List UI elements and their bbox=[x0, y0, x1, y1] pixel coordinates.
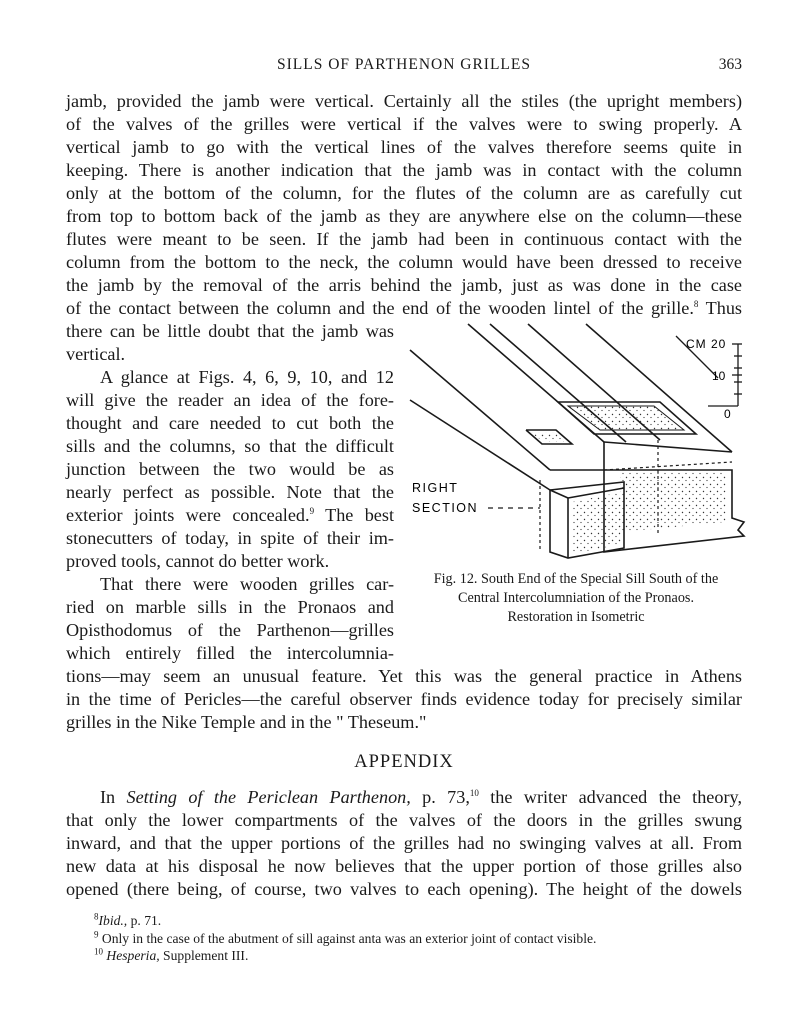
body-line-text: exterior joints were concealed. bbox=[66, 505, 310, 525]
body-line: A glance at Figs. 4, 6, 9, 10, and 12 bbox=[100, 367, 394, 387]
body-line bbox=[66, 786, 742, 809]
footnote-number: 8 bbox=[94, 911, 99, 922]
footnote-ref: 8 bbox=[693, 298, 699, 309]
body-line: proved tools, cannot do better work. bbox=[66, 551, 330, 571]
body-line: of the valves of the grilles were vertical if the valves were to swing properly. A bbox=[66, 114, 742, 134]
figure-caption-line: Restoration in Isometric bbox=[507, 609, 645, 625]
footnote-italic: Hesperia, bbox=[106, 948, 160, 963]
body-line: vertical jamb to go with the vertical lines of the valves therefore seems quite in bbox=[66, 137, 742, 157]
footnote-number: 9 bbox=[94, 929, 99, 940]
body-line: from top to bottom back of the jamb as they are anywhere else on the column—these bbox=[66, 206, 742, 226]
body-line: in the time of Pericles—the careful observer finds evidence today for precisely similar bbox=[66, 689, 742, 709]
body-line: ried on marble sills in the Pronaos and bbox=[66, 597, 394, 617]
body-line: column from the bottom to the neck, the column would have been dressed to receive bbox=[66, 252, 742, 272]
body-line: only at the bottom of the column, for the flutes of the column are as carefully cut bbox=[66, 183, 742, 203]
body-line-tail: Thus bbox=[705, 298, 742, 318]
body-line: That there were wooden grilles car- bbox=[100, 574, 394, 594]
text: In bbox=[100, 787, 127, 807]
scale-mid-label: 10 bbox=[712, 369, 726, 383]
body-line bbox=[66, 504, 394, 527]
body-line: that only the lower compartments of the valves of the doors in the grilles swung bbox=[66, 810, 742, 830]
body-line: new data at his disposal he now believes that the upper portion of those grilles also bbox=[66, 856, 742, 876]
body-line: will give the reader an idea of the fore- bbox=[66, 390, 394, 410]
footnote bbox=[94, 913, 161, 929]
body-line: jamb, provided the jamb were vertical. Certainly all the stiles (the upright members) bbox=[66, 91, 742, 111]
footnote-text: p. 71. bbox=[127, 913, 162, 928]
body-line: opened (there being, of course, two valves to each opening). The height of the dowels bbox=[66, 879, 742, 899]
section-label: SECTION bbox=[412, 501, 479, 515]
body-line: flutes were meant to be seen. If the jamb had been in continuous contact with the bbox=[66, 229, 742, 249]
right-label: RIGHT bbox=[412, 481, 459, 495]
scale-zero-label: 0 bbox=[724, 407, 731, 421]
cited-title: Setting of the Periclean Parthenon, bbox=[126, 787, 411, 807]
running-header: SILLS OF PARTHENON GRILLES bbox=[276, 56, 531, 73]
body-line: stonecutters of today, in spite of their im- bbox=[66, 528, 394, 548]
figure-caption-line: Central Intercolumniation of the Pronaos. bbox=[457, 590, 694, 606]
body-line bbox=[66, 297, 742, 320]
body-line: thought and care needed to cut both the bbox=[66, 413, 394, 433]
footnote-ref: 10 bbox=[469, 787, 479, 798]
body-line: there can be little doubt that the jamb was bbox=[66, 321, 394, 341]
text: p. 73, bbox=[410, 787, 470, 807]
scale-label: CM 20 bbox=[686, 337, 727, 351]
end-face-stipple bbox=[572, 492, 622, 554]
body-line-text: of the contact between the column and the end of the wooden lintel of the grille. bbox=[66, 298, 694, 318]
front-face-stipple bbox=[620, 472, 726, 532]
body-line: vertical. bbox=[66, 344, 126, 364]
body-line: grilles in the Nike Temple and in the " Theseum." bbox=[66, 712, 427, 732]
body-line: junction between the two would be as bbox=[66, 459, 394, 479]
footnote bbox=[94, 931, 596, 947]
figure-caption-line: Fig. 12. South End of the Special Sill South of the bbox=[433, 571, 719, 587]
body-line: tions—may seem an unusual feature. Yet this was the general practice in Athens bbox=[66, 666, 742, 686]
body-line: nearly perfect as possible. Note that the bbox=[66, 482, 394, 502]
body-line: Opisthodomus of the Parthenon—grilles bbox=[66, 620, 394, 640]
body-line: inward, and that the upper portions of the grilles had no swinging valves at all. From bbox=[66, 833, 742, 853]
body-line: which entirely filled the intercolumnia- bbox=[66, 643, 394, 663]
page-number: 363 bbox=[718, 56, 742, 73]
body-line: sills and the columns, so that the difficult bbox=[66, 436, 394, 456]
footnote bbox=[94, 948, 248, 964]
footnote-text: Supplement III. bbox=[159, 948, 249, 963]
text: the writer advanced the theory, bbox=[478, 787, 742, 807]
footnote-ref: 9 bbox=[309, 505, 315, 516]
footnote-italic: Ibid., bbox=[98, 913, 128, 928]
body-line: keeping. There is another indication that the jamb was in contact with the column bbox=[66, 160, 742, 180]
footnote-text: Only in the case of the abutment of sill against anta was an exterior joint of contact visible. bbox=[101, 931, 597, 946]
appendix-heading: APPENDIX bbox=[354, 752, 454, 772]
body-line-tail: The best bbox=[325, 505, 395, 525]
footnote-number: 10 bbox=[94, 946, 103, 957]
body-line: the jamb by the removal of the arris behind the jamb, just as was done in the case bbox=[66, 275, 742, 295]
sill-isometric-figure bbox=[408, 322, 752, 562]
